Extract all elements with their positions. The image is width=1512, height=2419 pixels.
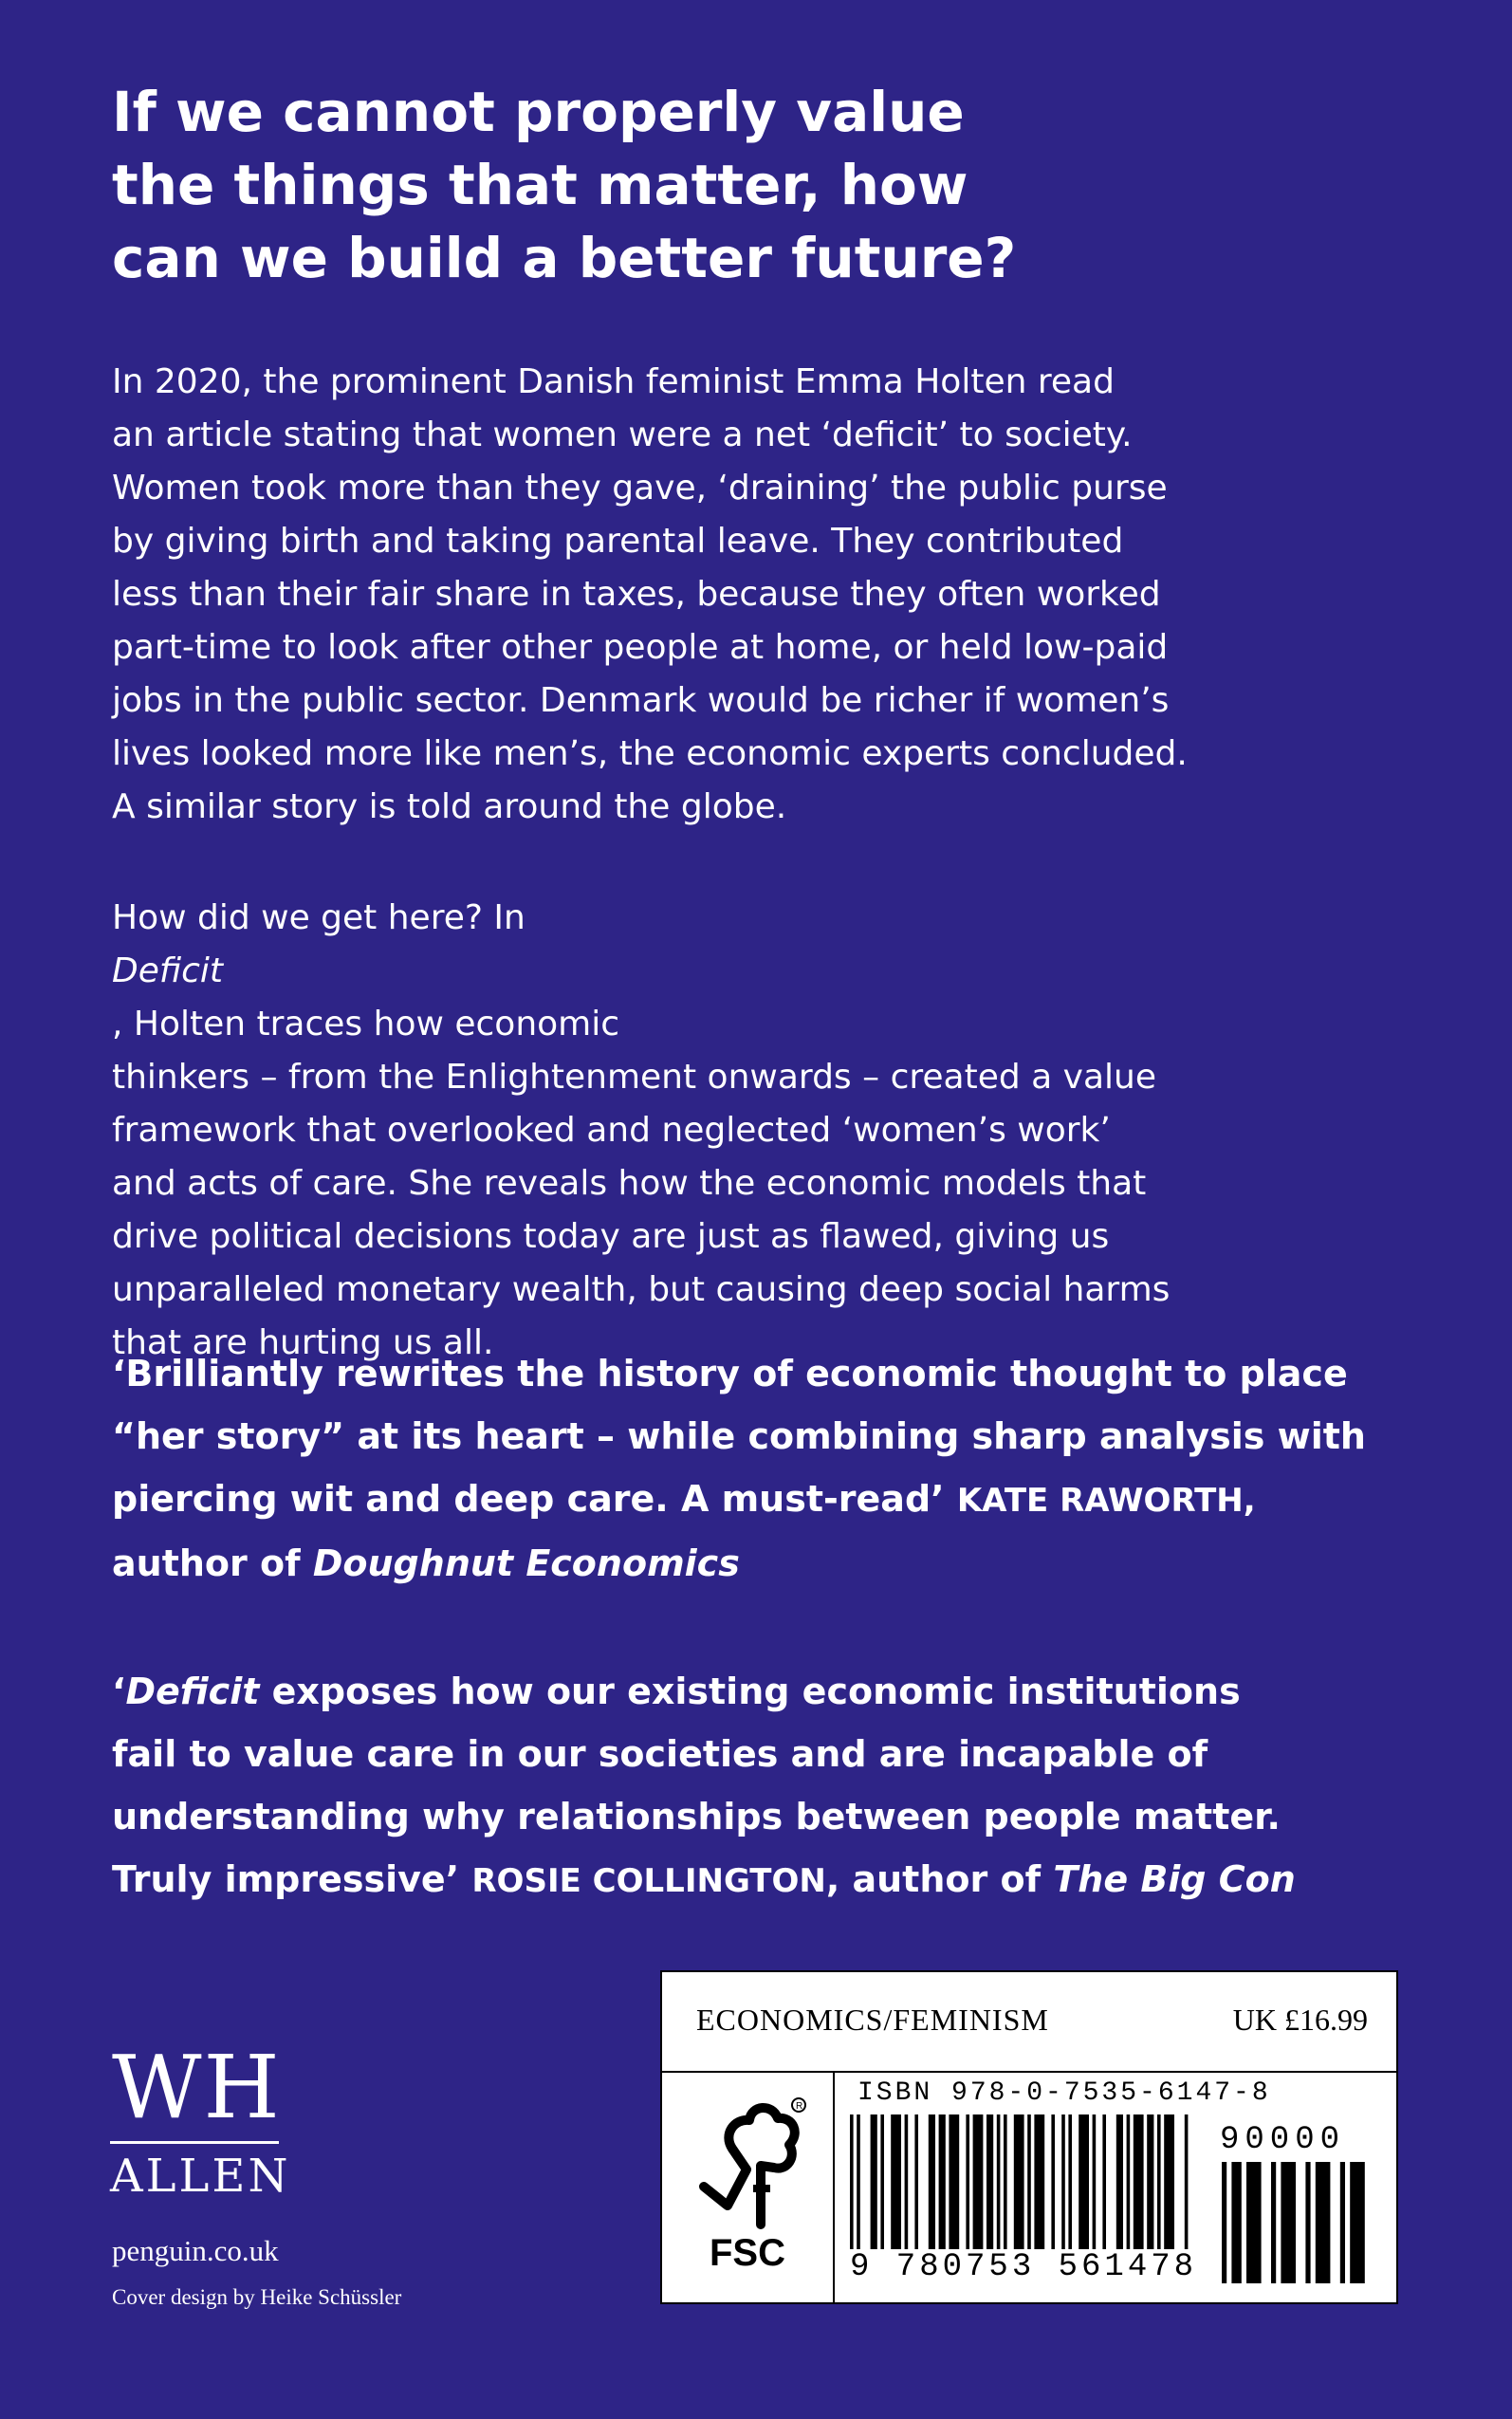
paragraph-line: by giving birth and taking parental leave. They contributed — [112, 522, 1124, 561]
barcode-bar — [929, 2114, 935, 2257]
endorser-name: KATE RAWORTH, — [956, 1482, 1256, 1520]
quote-attribution — [112, 1532, 1421, 1595]
barcode-bar — [949, 2114, 959, 2257]
barcode-bar — [1281, 2162, 1296, 2283]
paragraph-line: A similar story is told around the globe. — [112, 787, 787, 826]
barcode-bar — [857, 2114, 860, 2257]
paragraph-line: In 2020, the prominent Danish feminist Emma Holten read — [112, 362, 1115, 401]
barcode-bar — [1034, 2114, 1044, 2257]
headline-line: the things that matter, how — [112, 153, 968, 217]
barcode-bar — [891, 2114, 901, 2257]
headline — [112, 76, 1155, 295]
book-title: Deficit — [125, 1671, 260, 1712]
barcode-bar — [1102, 2114, 1106, 2257]
endorsement-quote-1 — [112, 1342, 1421, 1595]
barcode-bar — [1079, 2114, 1089, 2257]
barcode-bar — [1061, 2114, 1065, 2257]
book-title: Doughnut Economics — [312, 1542, 740, 1584]
paragraph-line: drive political decisions today are just as flawed, giving us — [112, 1217, 1110, 1256]
paragraph-line: unparalleled monetary wealth, but causing deep social harms — [112, 1270, 1171, 1309]
barcode-bar — [1231, 2162, 1241, 2283]
logo-wh-text: WH — [112, 2037, 282, 2138]
attribution-text: , author of — [825, 1858, 1054, 1900]
barcode-bar — [966, 2114, 969, 2257]
quote-line: understanding why relationships between people matter. — [112, 1796, 1281, 1837]
isbn-number: ISBN 978-0-7535-6147-8 — [857, 2078, 1271, 2108]
quote-line: fail to value care in our societies and are incapable of — [112, 1733, 1208, 1775]
barcode-bar — [1147, 2114, 1153, 2257]
publisher-url: penguin.co.uk — [112, 2234, 279, 2267]
headline-line: can we build a better future? — [112, 226, 1017, 290]
barcode-bar — [880, 2114, 884, 2257]
paragraph-line: part-time to look after other people at home, or held low-paid — [112, 628, 1169, 667]
quote-line — [112, 1848, 1421, 1912]
paragraph-line: jobs in the public sector. Denmark would be richer if women’s — [112, 681, 1170, 720]
category-label: ECONOMICS/FEMINISM — [696, 2003, 1049, 2037]
logo-divider — [110, 2141, 279, 2144]
barcode-bar — [939, 2114, 946, 2257]
quote-mark: ‘ — [112, 1671, 126, 1712]
barcode-bar — [905, 2114, 909, 2257]
barcode-bar — [1051, 2114, 1055, 2257]
paragraph-line: framework that overlooked and neglected ‘women’s work’ — [112, 1111, 1111, 1150]
barcode-bar — [1116, 2114, 1123, 2257]
main-barcode — [850, 2114, 1193, 2257]
paragraph-line: an article stating that women were a net ‘deficit’ to society. — [112, 415, 1133, 454]
book-title: The Big Con — [1053, 1858, 1296, 1900]
quote-line: “her story” at its heart – while combining sharp analysis with — [112, 1415, 1366, 1457]
barcode-bar — [1027, 2114, 1031, 2257]
barcode-bar — [1340, 2162, 1345, 2283]
quote-line — [112, 1660, 1421, 1723]
paragraph-line: lives looked more like men’s, the economic experts concluded. — [112, 734, 1188, 773]
endorser-name: ROSIE COLLINGTON — [471, 1862, 826, 1900]
paragraph-text: , Holten traces how economic — [112, 1005, 620, 1043]
quote-text: piercing wit and deep care. A must-read’ — [112, 1478, 957, 1520]
paragraph-line: and acts of care. She reveals how the economic models that — [112, 1164, 1147, 1203]
barcode-bar — [1246, 2162, 1262, 2283]
addon-barcode — [1222, 2162, 1374, 2283]
barcode-bar — [1316, 2162, 1331, 2283]
addon-barcode-digits: 90000 — [1220, 2122, 1346, 2158]
fsc-logo — [662, 2071, 835, 2302]
attribution-text: author of — [112, 1542, 313, 1584]
barcode-bar — [1164, 2114, 1174, 2257]
barcode-bar — [1350, 2162, 1365, 2283]
endorsement-quote-2 — [112, 1660, 1421, 1912]
description-paragraph-2 — [112, 892, 1174, 1370]
barcode-bar — [997, 2114, 1001, 2257]
barcode-bar — [1004, 2114, 1007, 2257]
book-title: Deficit — [112, 951, 224, 990]
isbn-barcode-box — [660, 1970, 1398, 2304]
barcode-bar — [1271, 2162, 1276, 2283]
quote-line: ‘Brilliantly rewrites the history of economic thought to place — [112, 1353, 1348, 1394]
barcode-digits: 9 780753 561478 — [850, 2249, 1198, 2285]
barcode-bar — [1014, 2114, 1024, 2257]
barcode-bar — [1127, 2114, 1131, 2257]
paragraph-line: that are hurting us all. — [112, 1323, 494, 1362]
description-paragraph-1 — [112, 356, 1188, 834]
barcode-bar — [1305, 2162, 1310, 2283]
svg-text:R: R — [796, 2101, 803, 2112]
quote-line — [112, 1468, 1421, 1532]
barcode-bar — [850, 2114, 854, 2257]
barcode-bar — [1093, 2114, 1097, 2257]
fsc-tree-icon — [675, 2082, 818, 2244]
category-price-row — [662, 1972, 1396, 2073]
paragraph-line: less than their fair share in taxes, because they often worked — [112, 575, 1161, 614]
paragraph-line: Women took more than they gave, ‘draining’ the public purse — [112, 469, 1168, 508]
cover-design-credit: Cover design by Heike Schüssler — [112, 2285, 402, 2309]
publisher-logo — [110, 2037, 300, 2203]
paragraph-line — [112, 892, 1174, 1051]
barcode-bar — [871, 2114, 877, 2257]
logo-allen-text: ALLEN — [110, 2150, 291, 2203]
paragraph-line: thinkers – from the Enlightenment onwards – created a value — [112, 1058, 1156, 1097]
barcode-bar — [914, 2114, 918, 2257]
barcode-bar — [1185, 2114, 1189, 2257]
quote-text: Truly impressive’ — [112, 1858, 472, 1900]
barcode-bar — [1068, 2114, 1072, 2257]
barcode-bar — [1157, 2114, 1161, 2257]
paragraph-text: How did we get here? In — [112, 898, 526, 937]
fsc-label: FSC — [710, 2232, 785, 2274]
quote-text: exposes how our existing economic institutions — [259, 1671, 1241, 1712]
barcode-bar — [1222, 2162, 1226, 2283]
price-label: UK £16.99 — [1232, 2003, 1368, 2037]
headline-line: If we cannot properly value — [112, 80, 965, 144]
barcode-bar — [1134, 2114, 1144, 2257]
barcode-bar — [973, 2114, 984, 2257]
barcode-bar — [986, 2114, 993, 2257]
